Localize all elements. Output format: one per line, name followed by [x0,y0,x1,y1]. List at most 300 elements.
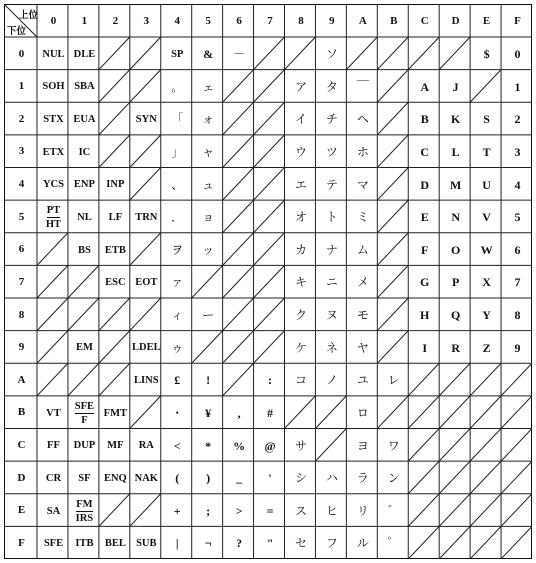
split-cell-part: F [81,414,88,426]
code-cell: SFE [43,538,64,550]
code-cell: 、 [171,177,184,192]
code-cell: ETX [42,146,65,158]
column-header: 2 [112,14,119,27]
empty-cell-diagonal [501,493,532,526]
row-header: 6 [18,243,25,256]
code-cell: NL [77,211,92,223]
code-cell: ロ [356,405,369,420]
code-cell: ¬ [204,536,212,551]
code-cell: モ [356,308,369,323]
code-cell: カ [294,242,307,257]
column-header: 6 [236,14,242,27]
code-cell: ． [171,210,184,225]
code-cell [69,495,100,528]
empty-cell-diagonal [439,395,470,428]
code-cell: ク [294,308,307,323]
code-cell: ソ [325,47,338,62]
empty-cell-diagonal [98,298,129,331]
code-cell: ヒ [325,503,338,518]
code-cell: ハ [325,471,338,486]
split-cell-part: SFE [75,401,94,414]
empty-cell-diagonal [377,395,408,428]
empty-cell-diagonal [129,232,160,265]
column-header: 1 [81,14,88,27]
empty-cell-diagonal [439,461,470,494]
column-header: 7 [267,14,273,27]
column-header: C [420,14,429,27]
code-cell: 5 [514,210,521,225]
code-cell [69,397,100,430]
code-cell: SP [171,48,184,60]
empty-cell-diagonal [129,69,160,102]
empty-cell-diagonal [253,69,284,102]
empty-cell-diagonal [346,37,377,70]
empty-cell-diagonal [222,330,253,363]
empty-cell-diagonal [222,167,253,200]
code-cell: 2 [514,112,521,127]
code-cell: ゜ [387,536,400,551]
empty-cell-diagonal [253,200,284,233]
code-cell: フ [325,536,338,551]
code-cell: F [421,242,429,257]
code-cell: ッ [202,242,215,257]
column-header: D [451,14,460,27]
code-cell: @ [264,438,276,453]
empty-cell-diagonal [408,395,439,428]
code-cell: VT [46,407,61,419]
code-cell: IC [78,146,91,158]
empty-cell-diagonal [377,69,408,102]
code-cell: ' [268,471,272,486]
empty-cell-diagonal [253,298,284,331]
empty-cell-diagonal [222,265,253,298]
code-cell: EM [75,342,93,354]
code-cell: LDEL [131,342,161,354]
code-cell: シ [294,471,307,486]
code-cell: ゥ [171,340,184,355]
code-cell: ¥ [205,405,212,420]
empty-cell-diagonal [129,298,160,331]
code-cell: ウ [294,144,307,159]
code-cell: ゛ [387,503,400,518]
empty-cell-diagonal [377,134,408,167]
empty-cell-diagonal [67,265,98,298]
code-cell: エ [294,177,307,192]
empty-cell-diagonal [37,265,68,298]
code-cell: ! [206,373,211,388]
code-cell: ヘ [356,112,369,127]
empty-cell-diagonal [439,526,470,559]
empty-cell-diagonal [222,200,253,233]
code-cell: セ [294,536,307,551]
code-cell: メ [356,275,369,290]
empty-cell-diagonal [470,493,501,526]
row-header: B [17,406,26,419]
empty-cell-diagonal [98,330,129,363]
code-cell: ENP [73,179,95,191]
empty-cell-diagonal [439,37,470,70]
code-cell: LINS [134,375,159,387]
code-cell: ESC [105,277,126,289]
code-cell: RA [138,440,154,452]
code-cell: チ [325,112,338,127]
code-cell: キ [294,275,307,290]
code-cell: J [452,79,459,94]
code-cell: H [420,308,430,323]
code-cell: O [450,242,461,257]
column-header: A [358,14,367,27]
empty-cell-diagonal [37,330,68,363]
split-cell-content [75,401,94,426]
code-cell: ン [387,471,400,486]
code-cell: EUA [73,114,96,126]
empty-cell-diagonal [222,102,253,135]
code-cell: ュ [202,177,215,192]
code-cell: コ [294,373,307,388]
code-cell: Q [450,308,461,323]
code-cell: マ [356,177,369,192]
code-cell: = [266,503,274,518]
code-cell: テ [325,177,338,192]
empty-cell-diagonal [222,363,253,396]
empty-cell-diagonal [501,526,532,559]
code-cell: : [268,373,273,388]
code-cell: ノ [325,373,338,388]
row-header: 5 [18,210,25,223]
empty-cell-diagonal [470,428,501,461]
code-cell: ャ [202,144,215,159]
column-header: 3 [143,14,150,27]
code-cell: ス [294,503,307,518]
code-cell: + [173,503,181,518]
empty-cell-diagonal [408,493,439,526]
empty-cell-diagonal [67,298,98,331]
code-cell: ; [206,503,211,518]
empty-cell-diagonal [98,363,129,396]
code-cell: DUP [73,440,96,452]
empty-cell-diagonal [222,298,253,331]
code-cell: T [482,144,491,159]
empty-cell-diagonal [501,395,532,428]
empty-cell-diagonal [408,37,439,70]
column-header: 5 [205,14,211,27]
code-cell: SUB [136,538,157,550]
empty-cell-diagonal [377,167,408,200]
code-cell: U [482,177,491,192]
code-cell: ニ [325,275,338,290]
empty-cell-diagonal [129,167,160,200]
code-cell: リ [356,503,369,518]
code-cell: Z [482,340,491,355]
code-cell [38,201,69,234]
code-cell: B [420,112,429,127]
code-cell: ・ [171,405,184,420]
code-cell: S [483,112,490,127]
code-cell: ナ [325,242,338,257]
code-cell: ィ [171,308,184,323]
empty-cell-diagonal [222,69,253,102]
code-cell: I [422,340,428,355]
empty-cell-diagonal [439,363,470,396]
empty-cell-diagonal [439,493,470,526]
column-header: 8 [298,14,304,27]
empty-cell-diagonal [253,134,284,167]
empty-cell-diagonal [408,526,439,559]
code-cell: $ [483,47,490,62]
code-cell: ケ [294,340,307,355]
code-cell: 7 [514,275,521,290]
code-cell: EOT [135,277,158,289]
code-cell: ENQ [103,472,127,484]
code-cell: － [233,47,246,62]
empty-cell-diagonal [284,37,315,70]
empty-cell-diagonal [129,493,160,526]
code-cell: DLE [73,48,96,60]
code-cell: レ [387,373,400,388]
code-cell: " [266,536,274,551]
empty-cell-diagonal [501,428,532,461]
code-cell: N [451,210,460,225]
code-cell: ETB [104,244,126,256]
empty-cell-diagonal [222,134,253,167]
code-cell: 3 [514,144,521,159]
empty-cell-diagonal [98,493,129,526]
empty-cell-diagonal [191,265,222,298]
code-cell: ァ [171,275,184,290]
empty-cell-diagonal [253,167,284,200]
corner-lower-label: 下位 [7,26,27,37]
code-cell: | [175,536,179,551]
code-cell: 6 [514,242,521,257]
row-header: 9 [18,341,25,354]
code-cell: & [203,47,214,62]
empty-cell-diagonal [470,395,501,428]
empty-cell-diagonal [377,102,408,135]
code-cell: 「 [171,112,184,127]
empty-cell-diagonal [315,428,346,461]
code-cell: ル [356,536,369,551]
empty-cell-diagonal [253,37,284,70]
empty-cell-diagonal [98,37,129,70]
empty-cell-diagonal [253,232,284,265]
empty-cell-diagonal [37,363,68,396]
row-header: 4 [18,178,25,191]
empty-cell-diagonal [37,232,68,265]
code-cell: L [451,144,460,159]
code-cell: イ [294,112,307,127]
code-cell: オ [294,210,307,225]
empty-cell-diagonal [98,69,129,102]
code-cell: < [173,438,181,453]
code-cell: ホ [356,144,369,159]
code-cell: M [449,177,462,192]
code-cell: ヌ [325,308,338,323]
empty-cell-diagonal [253,265,284,298]
code-cell: SBA [74,81,95,93]
corner-upper-label: 上位 [19,10,39,21]
column-header: F [514,14,521,27]
code-cell: タ [325,79,338,94]
code-cell: ユ [356,373,369,388]
code-cell: FF [47,440,60,452]
code-cell: Y [482,308,491,323]
empty-cell-diagonal [222,232,253,265]
code-cell: SF [78,472,91,484]
split-cell-part: HT [45,218,62,230]
empty-cell-diagonal [377,232,408,265]
code-cell: E [420,210,429,225]
empty-cell-diagonal [191,330,222,363]
split-cell-content [76,499,94,524]
code-cell: NAK [134,472,158,484]
code-cell: YCS [42,179,64,191]
empty-cell-diagonal [377,37,408,70]
code-cell: CR [45,472,62,484]
code-table [4,4,532,559]
empty-cell-diagonal [377,200,408,233]
code-cell: ネ [325,340,338,355]
empty-cell-diagonal [37,298,68,331]
code-cell: # [267,405,274,420]
code-cell: G [420,275,430,290]
empty-cell-diagonal [408,461,439,494]
empty-cell-diagonal [501,461,532,494]
code-cell: A [420,79,430,94]
code-cell: FMT [103,407,127,419]
empty-cell-diagonal [284,395,315,428]
empty-cell-diagonal [98,134,129,167]
code-cell: K [450,112,461,127]
split-cell-part: PT [47,205,60,218]
code-cell: V [482,210,491,225]
empty-cell-diagonal [377,265,408,298]
code-cell: , [237,405,241,420]
code-cell: C [420,144,430,159]
code-cell: R [451,340,460,355]
column-header: 4 [174,14,180,27]
row-header: 7 [18,275,25,288]
code-cell: 9 [514,340,521,355]
code-cell: ヨ [356,438,369,453]
column-header: 9 [329,14,335,27]
code-cell: BS [77,244,91,256]
code-cell: ￣ [356,79,369,94]
empty-cell-diagonal [377,298,408,331]
code-cell: SYN [135,114,157,126]
code-cell: £ [174,373,181,388]
code-cell: * [205,438,212,453]
empty-cell-diagonal [408,428,439,461]
code-cell: 。 [171,79,184,94]
code-cell: ミ [356,210,369,225]
empty-cell-diagonal [470,526,501,559]
empty-cell-diagonal [470,363,501,396]
code-cell: TRN [135,211,158,223]
empty-cell-diagonal [98,102,129,135]
code-cell: 8 [514,308,521,323]
code-cell: ラ [356,471,369,486]
code-cell: _ [236,471,243,486]
empty-cell-diagonal [129,37,160,70]
empty-cell-diagonal [439,428,470,461]
empty-cell-diagonal [253,330,284,363]
code-cell: ヤ [356,340,369,355]
row-header: 1 [18,80,25,93]
split-cell-part: IRS [75,512,94,524]
empty-cell-diagonal [129,134,160,167]
row-header: C [17,439,26,452]
row-header: D [17,471,26,484]
column-header: E [482,14,491,27]
code-cell: D [420,177,430,192]
empty-cell-diagonal [253,102,284,135]
code-cell: X [482,275,491,290]
row-header: 8 [18,308,25,321]
code-cell: P [451,275,460,290]
split-cell-content [46,205,61,230]
code-cell: ア [294,79,307,94]
code-cell: 0 [514,47,521,62]
code-cell: ェ [202,79,215,94]
row-header: F [18,536,25,549]
code-cell: ヲ [171,242,184,257]
row-header: E [17,504,26,517]
code-cell: 1 [514,79,521,94]
empty-cell-diagonal [377,330,408,363]
code-cell: ツ [325,144,338,159]
code-cell: ) [206,471,211,486]
empty-cell-diagonal [408,363,439,396]
code-cell: 4 [514,177,521,192]
code-cell: サ [294,438,307,453]
code-cell: ォ [202,112,215,127]
empty-cell-diagonal [129,395,160,428]
code-cell: ワ [387,438,400,453]
empty-cell-diagonal [470,69,501,102]
code-cell: % [233,438,246,453]
code-cell: > [235,503,243,518]
empty-cell-diagonal [315,395,346,428]
code-cell: ー [202,308,215,323]
row-header: 3 [18,145,25,158]
code-cell: ( [175,471,180,486]
split-cell-part: FM [76,499,92,512]
code-cell: ITB [75,538,94,550]
code-cell: NUL [42,48,65,60]
code-cell: ト [325,210,338,225]
code-cell: ョ [202,210,215,225]
empty-cell-diagonal [67,363,98,396]
code-cell: INP [106,179,125,191]
code-cell: STX [43,114,64,126]
empty-cell-diagonal [470,461,501,494]
code-cell: W [480,242,493,257]
row-header: A [17,373,26,386]
code-cell: ? [236,536,243,551]
code-cell: ム [356,242,369,257]
row-header: 2 [18,112,25,125]
code-cell: MF [107,440,124,452]
code-cell: SOH [42,81,65,93]
row-header: 0 [18,47,25,60]
empty-cell-diagonal [501,363,532,396]
code-cell: LF [108,211,123,223]
column-header: B [390,14,398,27]
code-cell: BEL [104,538,126,550]
code-cell: 」 [171,144,184,159]
column-header: 0 [50,14,57,27]
code-cell: SA [46,505,61,517]
